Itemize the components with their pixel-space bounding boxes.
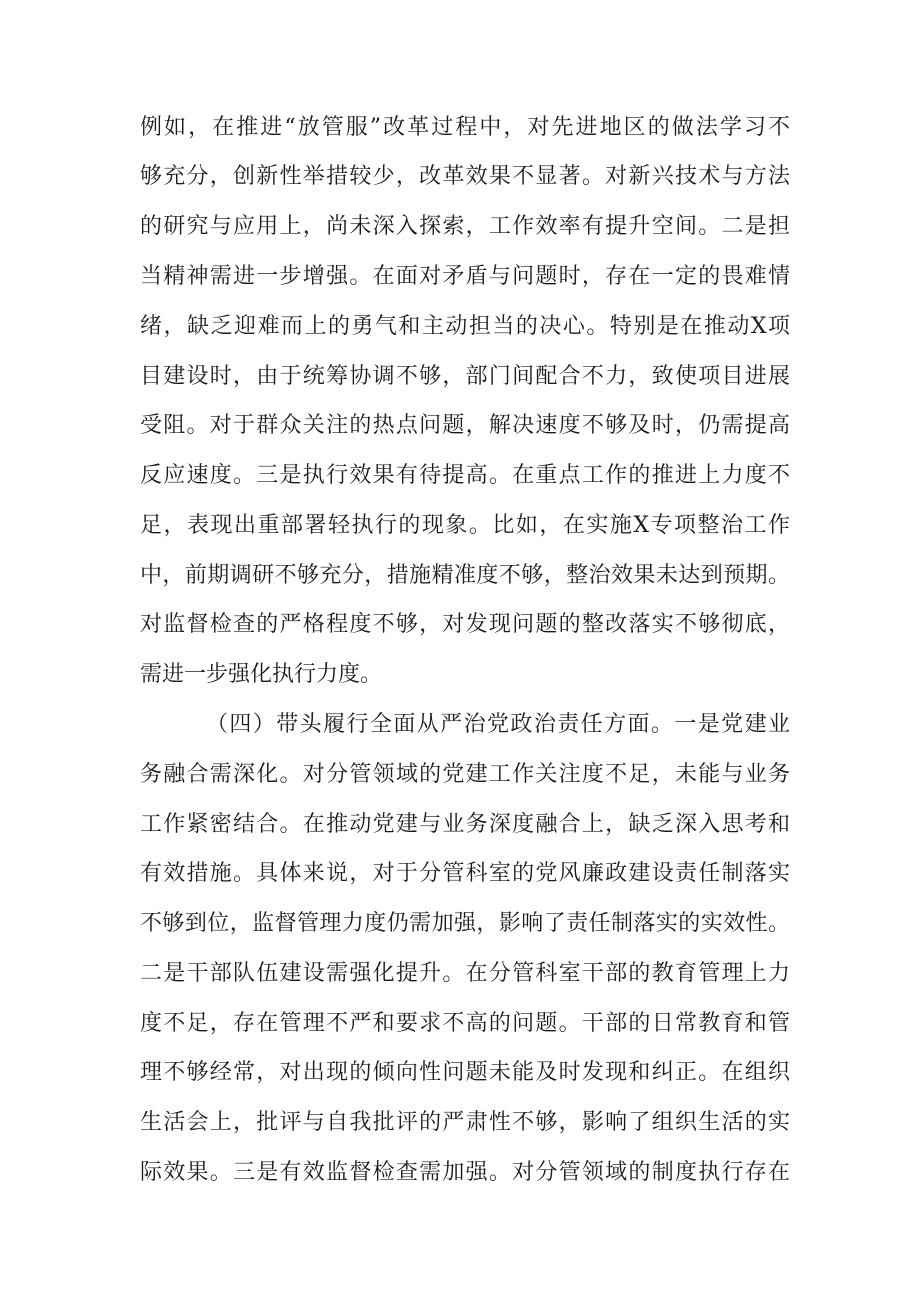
text-line: 的研究与应用上，尚未深入探索，工作效率有提升空间。二是担 xyxy=(140,214,790,239)
text-line: 中，前期调研不够充分，措施精准度不够，整治效果未达到预期。 xyxy=(140,563,790,588)
text-line: 反应速度。三是执行效果有待提高。在重点工作的推进上力度不 xyxy=(140,463,790,488)
paragraph-heading-line: （四）带头履行全面从严治党政治责任方面。一是党建业 xyxy=(206,712,790,737)
text-line: 目建设时，由于统筹协调不够，部门间配合不力，致使项目进展 xyxy=(140,364,790,389)
text-line: 际效果。三是有效监督检查需加强。对分管领域的制度执行存在 xyxy=(140,1160,790,1185)
text-line: 二是干部队伍建设需强化提升。在分管科室干部的教育管理上力 xyxy=(140,961,790,986)
text-line: 有效措施。具体来说，对于分管科室的党风廉政建设责任制落实 xyxy=(140,861,790,886)
text-line: 不够到位，监督管理力度仍需加强，影响了责任制落实的实效性。 xyxy=(140,911,790,936)
text-line: 绪，缺乏迎难而上的勇气和主动担当的决心。特别是在推动X项 xyxy=(140,314,790,339)
text-line: 对监督检查的严格程度不够，对发现问题的整改落实不够彻底， xyxy=(140,612,790,637)
text-line: 理不够经常，对出现的倾向性问题未能及时发现和纠正。在组织 xyxy=(140,1060,790,1085)
text-line: 例如，在推进“放管服”改革过程中，对先进地区的做法学习不 xyxy=(140,115,790,140)
text-line: 受阻。对于群众关注的热点问题，解决速度不够及时，仍需提高 xyxy=(140,413,790,438)
text-line: 生活会上，批评与自我批评的严肃性不够，影响了组织生活的实 xyxy=(140,1110,790,1135)
text-line: 需进一步强化执行力度。 xyxy=(140,662,383,687)
text-line: 务融合需深化。对分管领域的党建工作关注度不足，未能与业务 xyxy=(140,762,790,787)
text-line: 度不足，存在管理不严和要求不高的问题。干部的日常教育和管 xyxy=(140,1011,790,1036)
text-line: 足，表现出重部署轻执行的现象。比如，在实施X专项整治工作 xyxy=(140,513,790,538)
text-line: 当精神需进一步增强。在面对矛盾与问题时，存在一定的畏难情 xyxy=(140,264,790,289)
text-line: 工作紧密结合。在推动党建与业务深度融合上，缺乏深入思考和 xyxy=(140,812,790,837)
text-line: 够充分，创新性举措较少，改革效果不显著。对新兴技术与方法 xyxy=(140,164,790,189)
